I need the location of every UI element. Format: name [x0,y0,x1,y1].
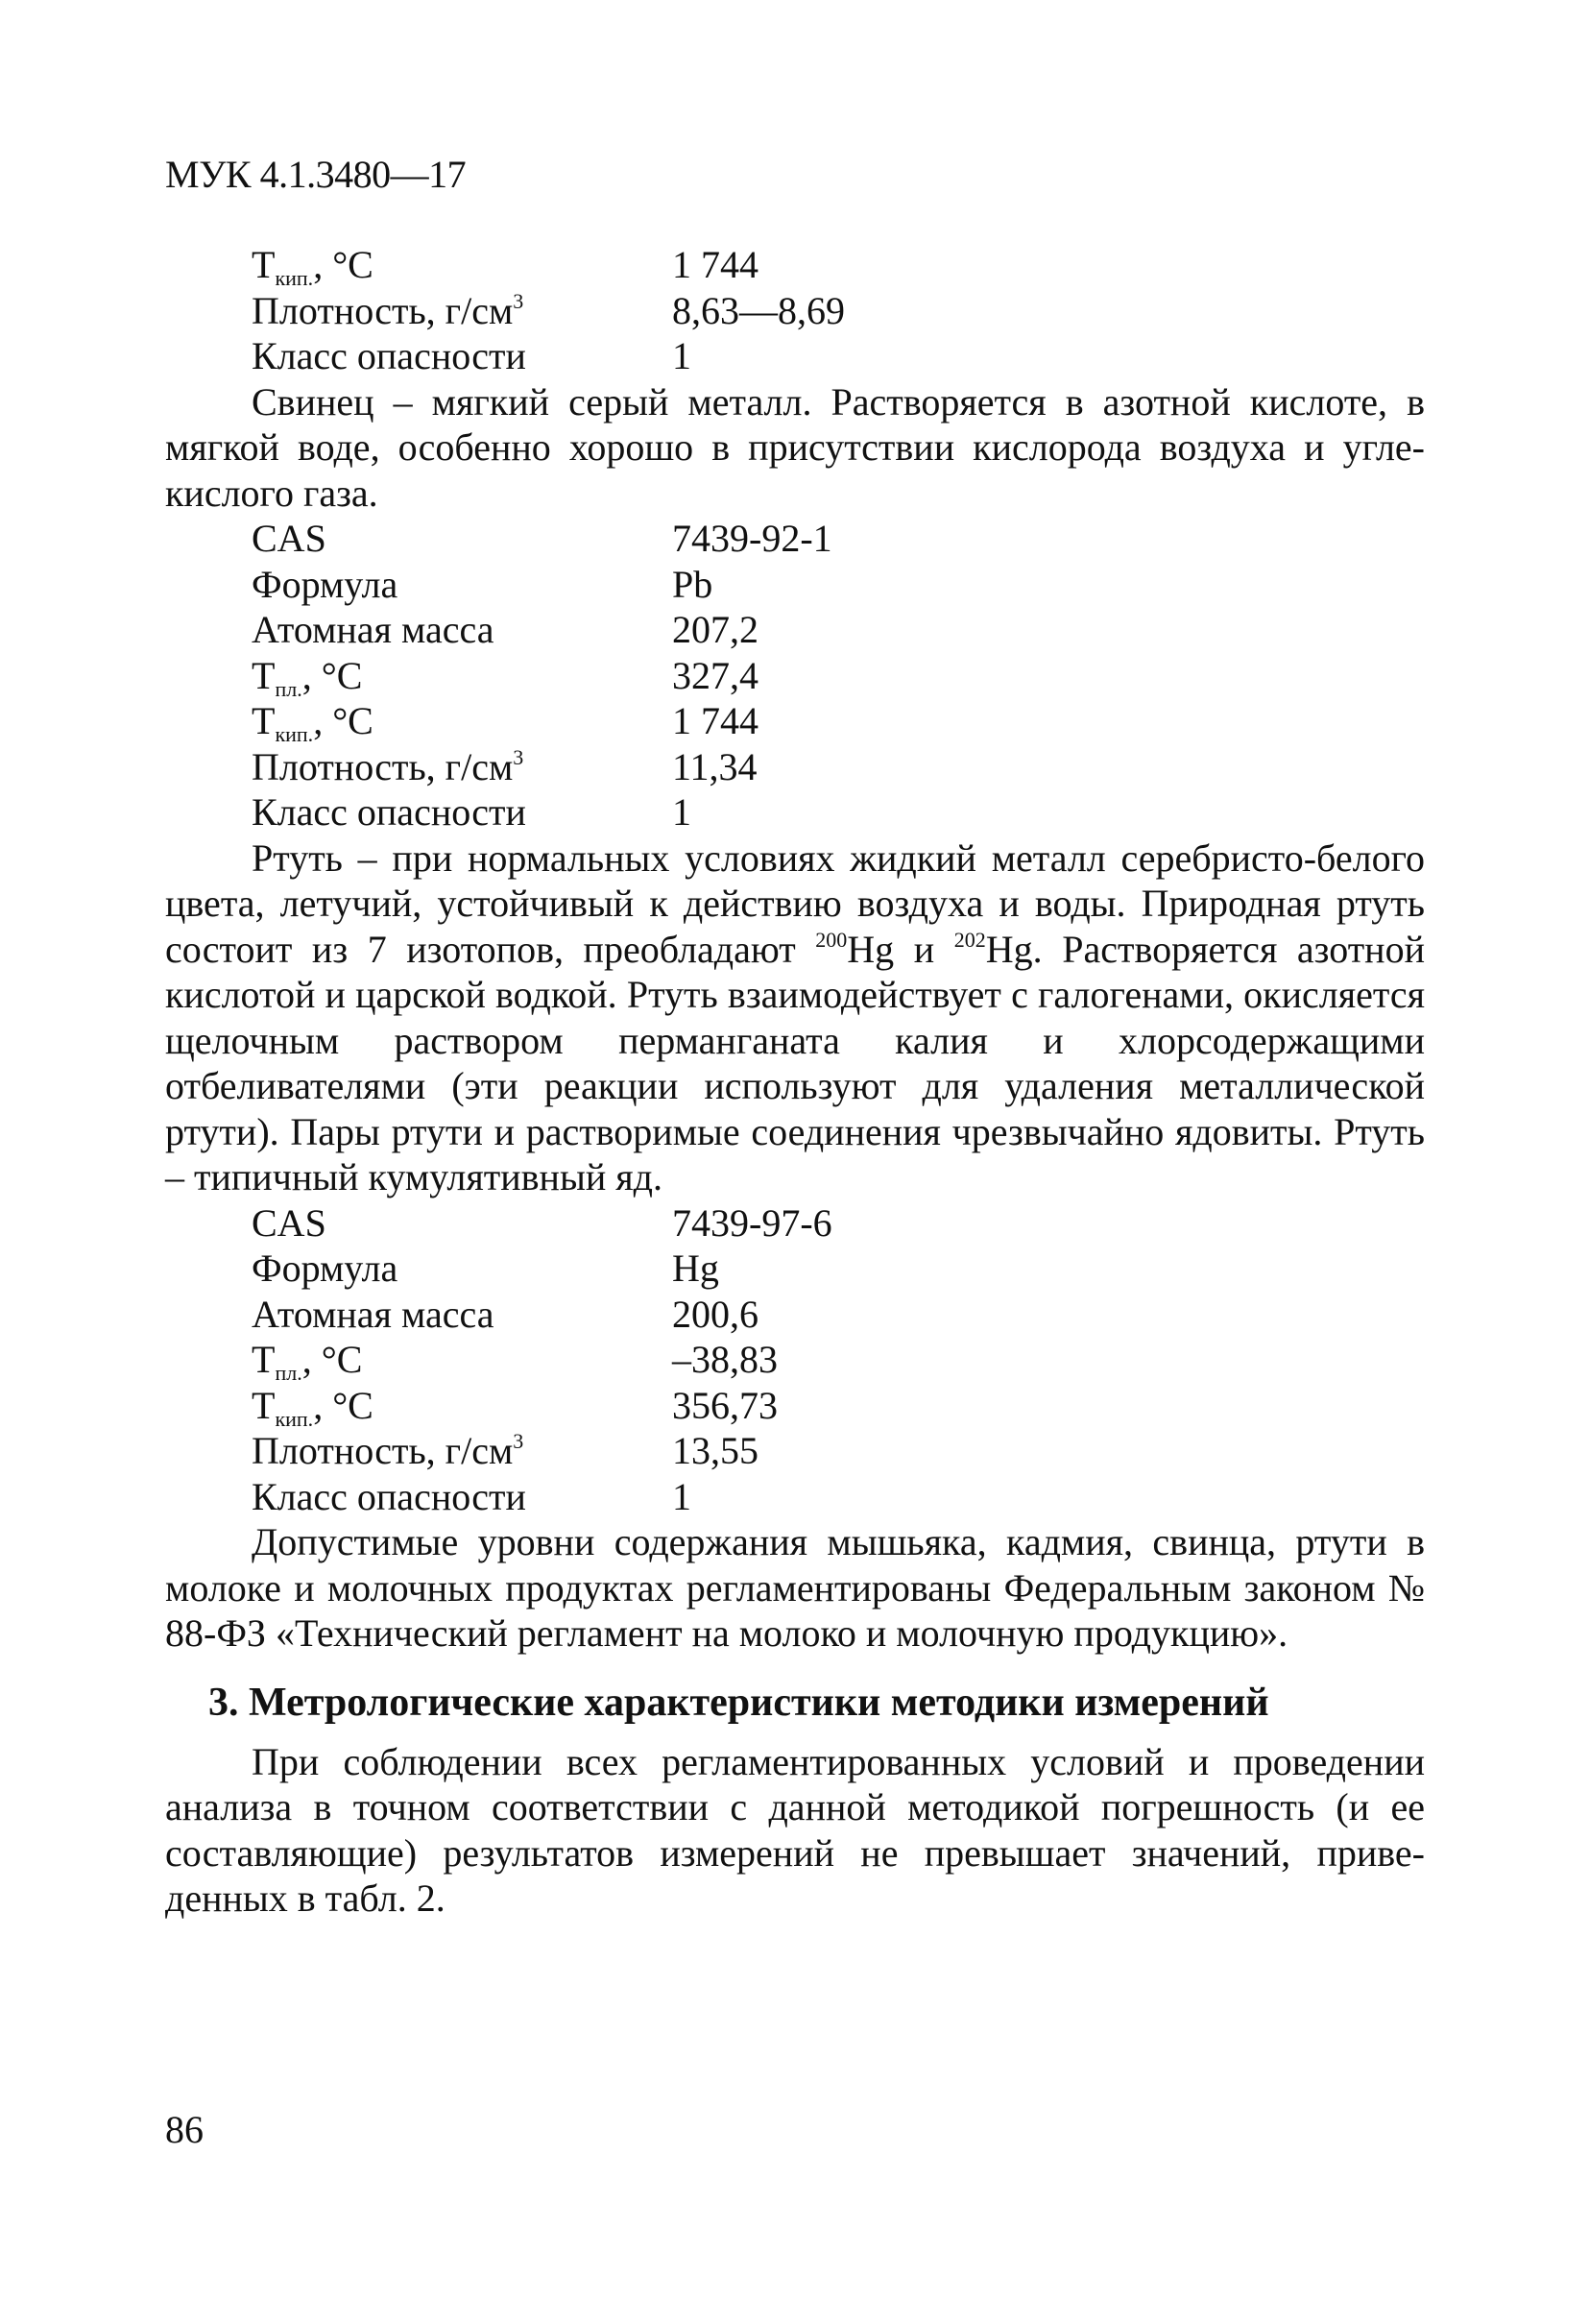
page-content [165,242,1425,1922]
mercury-properties-table [252,1200,832,1520]
property-row [252,1337,832,1383]
property-label: Класс опасности [252,790,526,834]
property-label: CAS [252,517,326,560]
property-row [252,1383,832,1429]
property-label: $T_{кип.}$, °C [252,699,373,746]
property-label: Плотность, $г/см^3$ [252,288,524,332]
property-row [252,1428,832,1474]
property-label: Класс опасности [252,1474,526,1518]
document-code-header: МУК 4.1.3480—17 [165,153,467,196]
property-value: 7439-97-6 [672,1200,832,1245]
property-label: $T_{пл.}$, °C [252,1338,363,1385]
property-value: 1 [672,334,691,377]
property-value: 1 744 [672,243,758,286]
property-row [252,789,832,835]
property-value: Hg [672,1247,719,1290]
property-value: 1 [672,790,691,834]
property-label: Класс опасности [252,334,526,377]
regulation-paragraph: Допустимые уровни содержания мышьяка, кадмия, свинца, ртути в молоке и молочных продуктах регламентированы Федеральным законом № 88-ФЗ «Технический регламент на молоко и молочную продукцию». [165,1520,1425,1655]
property-row [252,288,845,334]
property-value: 1 [672,1474,691,1518]
property-row [252,744,832,790]
property-row [252,607,832,653]
property-label: $T_{пл.}$, °C [252,653,363,701]
property-row [252,333,845,379]
property-row [252,516,832,562]
property-label: Атомная масса [252,1292,494,1336]
property-label: Формула [252,562,398,606]
lead-properties-table [252,516,832,835]
property-label: CAS [252,1200,326,1245]
isotope-mass: 202 [953,927,986,952]
cadmium-properties-table [252,242,845,379]
property-value: 13,55 [672,1429,758,1472]
property-label: $T_{кип.}$, °C [252,243,373,290]
property-row [252,562,832,608]
property-value: Pb [672,562,713,606]
section-heading: 3. Метрологические характеристики методики измерений [208,1680,1269,1725]
lead-description: Свинец – мягкий серый металл. Растворяется в азотной кислоте, в мягкой воде, особенно хорошо в присутствии кислорода воздуха и углекислого газа. [165,379,1425,515]
page-number: 86 [165,2108,204,2151]
mercury-description: Ртуть – при нормальных условиях жидкий металл серебристо-белого цвета, летучий, устойчивый к действию воздуха и воды. Природная ртуть состоит из 7 изотопов, преобладают $^{200}$Hg и $^{202}$Hg. Растворяется азотной кислотой и царской водкой. Ртуть взаимодействует с галогенами, окисляется щелочным раствором перманганата калия и хлорсодержащими отбеливателями (эти реакции используют для удаления металлической ртути). Пары ртути и растворимые соединения чрезвычайно ядовиты. Ртуть – типичный кумулятивный яд. [165,835,1425,1198]
property-value: 200,6 [672,1292,758,1336]
property-row [252,242,845,288]
property-row [252,698,832,744]
property-row [252,1474,832,1520]
property-label: Плотность, $г/см^3$ [252,1429,524,1472]
property-row [252,1246,832,1292]
property-value: 7439-92-1 [672,517,832,560]
property-row [252,1292,832,1338]
property-label: Атомная масса [252,608,494,651]
property-label: $T_{кип.}$, °C [252,1383,373,1431]
property-value: 356,73 [672,1383,778,1427]
isotope-mass: 200 [815,927,848,952]
property-value: 207,2 [672,608,758,651]
property-value: 1 744 [672,699,758,742]
property-value: 8,63—8,69 [672,288,845,332]
property-row [252,1200,832,1247]
property-label: Плотность, $г/см^3$ [252,744,524,788]
property-value: 327,4 [672,653,758,697]
property-row [252,653,832,699]
property-label: Формула [252,1247,398,1290]
property-value: –38,83 [672,1338,778,1381]
property-value: 11,34 [672,744,758,788]
section-paragraph: При соблюдении всех регламентированных условий и проведении анализа в точном соответствии с данной методикой погрешность (и ее составляющие) результатов измерений не превышает значений, приведенных в табл. 2. [165,1739,1425,1920]
